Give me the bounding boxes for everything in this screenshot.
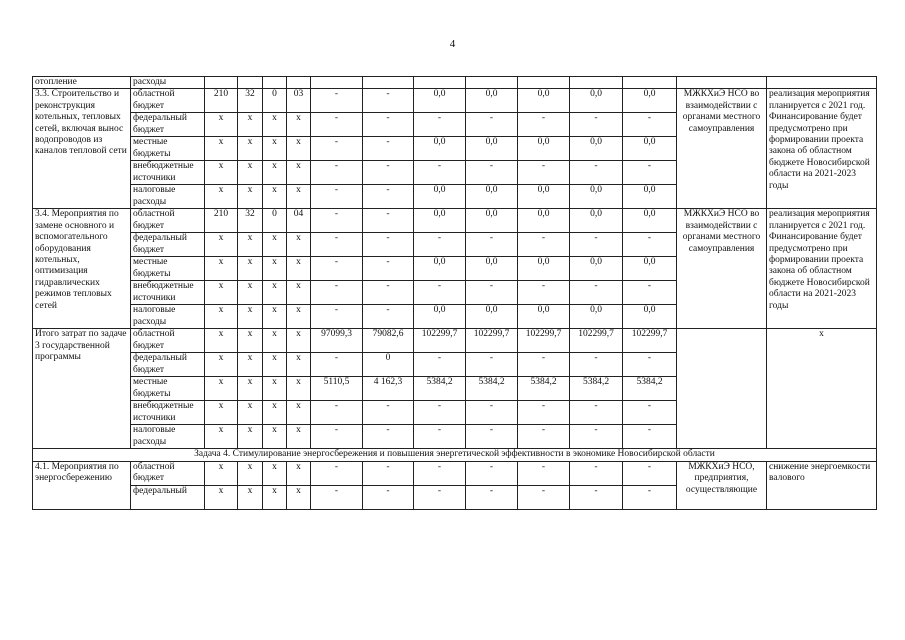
value-cell: x xyxy=(205,113,238,137)
value-cell xyxy=(623,77,677,89)
value-cell: 0,0 xyxy=(414,185,466,209)
value-cell: - xyxy=(414,233,466,257)
value-cell: - xyxy=(518,281,570,305)
value-cell: - xyxy=(311,281,363,305)
value-cell xyxy=(677,77,767,89)
value-cell: x xyxy=(205,377,238,401)
value-cell: x xyxy=(238,305,263,329)
value-cell: x xyxy=(263,305,287,329)
task-header-cell: Задача 4. Стимулирование энергосбережения и повышения энергетической эффективности в экономике Новосибирской области xyxy=(33,449,877,461)
value-cell: 0,0 xyxy=(466,137,518,161)
value-cell: - xyxy=(363,161,414,185)
value-cell: - xyxy=(518,353,570,377)
value-cell: - xyxy=(623,281,677,305)
value-cell: - xyxy=(623,233,677,257)
value-cell: - xyxy=(623,401,677,425)
value-cell: 0,0 xyxy=(414,305,466,329)
value-cell: - xyxy=(363,185,414,209)
funding-source-cell: внебюджетные источники xyxy=(131,161,205,185)
value-cell: x xyxy=(205,485,238,509)
value-cell: - xyxy=(570,353,623,377)
value-cell: x xyxy=(205,137,238,161)
value-cell: x xyxy=(287,185,311,209)
value-cell: - xyxy=(570,485,623,509)
executor-cell xyxy=(767,77,877,89)
value-cell: x xyxy=(205,425,238,449)
value-cell: 102299,7 xyxy=(466,329,518,353)
value-cell: 0,0 xyxy=(518,137,570,161)
value-cell: - xyxy=(518,425,570,449)
value-cell: x xyxy=(287,329,311,353)
funding-source-cell: внебюджетные источники xyxy=(131,401,205,425)
value-cell: x xyxy=(263,401,287,425)
value-cell: - xyxy=(414,113,466,137)
value-cell: 0,0 xyxy=(623,209,677,233)
value-cell: x xyxy=(263,485,287,509)
value-cell: - xyxy=(363,89,414,113)
value-cell: - xyxy=(466,401,518,425)
value-cell: x xyxy=(238,485,263,509)
measure-name-cell: 4.1. Мероприятия по энергосбережению xyxy=(33,461,131,509)
table-body xyxy=(33,77,877,510)
value-cell: - xyxy=(311,161,363,185)
value-cell: x xyxy=(287,161,311,185)
value-cell: - xyxy=(311,137,363,161)
value-cell: - xyxy=(363,281,414,305)
value-cell: 102299,7 xyxy=(518,329,570,353)
value-cell: 0,0 xyxy=(570,185,623,209)
funding-source-cell: внебюджетные источники xyxy=(131,281,205,305)
value-cell: x xyxy=(263,377,287,401)
value-cell: - xyxy=(363,113,414,137)
result-cell: снижение энергоемкости валового xyxy=(767,461,877,509)
value-cell: 0,0 xyxy=(570,305,623,329)
value-cell: - xyxy=(414,461,466,485)
value-cell: - xyxy=(363,425,414,449)
value-cell: 03 xyxy=(287,89,311,113)
value-cell: - xyxy=(518,401,570,425)
value-cell: x xyxy=(287,485,311,509)
value-cell: x xyxy=(205,233,238,257)
measure-name-cell: 3.4. Мероприятия по замене основного и вспомогательного оборудования котельных, оптимизация гидравлических режимов тепловых сетей xyxy=(33,209,131,329)
value-cell: 0,0 xyxy=(570,209,623,233)
value-cell: x xyxy=(205,161,238,185)
executor-cell xyxy=(677,329,767,449)
value-cell: - xyxy=(363,209,414,233)
value-cell: x xyxy=(287,401,311,425)
value-cell: 5384,2 xyxy=(570,377,623,401)
value-cell: - xyxy=(518,161,570,185)
value-cell: x xyxy=(205,329,238,353)
value-cell: 210 xyxy=(205,89,238,113)
value-cell: 0,0 xyxy=(570,257,623,281)
result-cell: реализация мероприятия планируется с 2021 год. Финансирование будет предусмотрено при формировании проекта закона об областном бюджете Новосибирской области на 2021-2023 годы xyxy=(767,209,877,329)
value-cell: 0 xyxy=(263,89,287,113)
value-cell: x xyxy=(263,185,287,209)
value-cell: 5384,2 xyxy=(623,377,677,401)
value-cell: 97099,3 xyxy=(311,329,363,353)
measure-name-cell: отопление xyxy=(33,77,131,89)
value-cell xyxy=(570,77,623,89)
table-row xyxy=(33,329,877,353)
value-cell: - xyxy=(623,485,677,509)
value-cell: x xyxy=(263,461,287,485)
value-cell: x xyxy=(238,185,263,209)
value-cell: - xyxy=(466,161,518,185)
budget-table xyxy=(32,76,877,510)
value-cell: - xyxy=(466,461,518,485)
value-cell: 5110,5 xyxy=(311,377,363,401)
value-cell: - xyxy=(570,161,623,185)
value-cell: x xyxy=(238,401,263,425)
value-cell xyxy=(311,77,363,89)
value-cell: - xyxy=(363,233,414,257)
value-cell: - xyxy=(570,281,623,305)
value-cell: 102299,7 xyxy=(623,329,677,353)
value-cell xyxy=(263,77,287,89)
table-row xyxy=(33,209,877,233)
value-cell: 0 xyxy=(263,209,287,233)
value-cell: 0,0 xyxy=(518,89,570,113)
value-cell: - xyxy=(623,461,677,485)
funding-source-cell: местные бюджеты xyxy=(131,257,205,281)
measure-name-cell: Итого затрат по задаче 3 государственной программы xyxy=(33,329,131,449)
funding-source-cell: федеральный бюджет xyxy=(131,113,205,137)
result-cell: реализация мероприятия планируется с 2021 год. Финансирование будет предусмотрено при формировании проекта закона об областном бюджете Новосибирской области на 2021-2023 годы xyxy=(767,89,877,209)
funding-source-cell: федеральный бюджет xyxy=(131,233,205,257)
table-row xyxy=(33,449,877,461)
value-cell: 0,0 xyxy=(414,209,466,233)
value-cell: - xyxy=(311,89,363,113)
value-cell: x xyxy=(238,425,263,449)
value-cell: - xyxy=(466,113,518,137)
value-cell: x xyxy=(263,161,287,185)
funding-source-cell: местные бюджеты xyxy=(131,377,205,401)
value-cell xyxy=(363,77,414,89)
value-cell: - xyxy=(570,233,623,257)
value-cell: 0 xyxy=(363,353,414,377)
funding-source-cell: налоговые расходы xyxy=(131,425,205,449)
value-cell: 0,0 xyxy=(414,137,466,161)
value-cell: - xyxy=(414,353,466,377)
value-cell: 5384,2 xyxy=(466,377,518,401)
value-cell: x xyxy=(263,113,287,137)
value-cell: x xyxy=(287,137,311,161)
value-cell: x xyxy=(263,257,287,281)
value-cell: x xyxy=(238,377,263,401)
value-cell: 0,0 xyxy=(623,185,677,209)
value-cell: 0,0 xyxy=(466,89,518,113)
value-cell: - xyxy=(311,461,363,485)
value-cell: - xyxy=(363,305,414,329)
value-cell: - xyxy=(363,461,414,485)
value-cell: - xyxy=(623,161,677,185)
value-cell: x xyxy=(263,137,287,161)
value-cell: x xyxy=(205,185,238,209)
value-cell: - xyxy=(311,485,363,509)
value-cell: x xyxy=(238,233,263,257)
value-cell: - xyxy=(363,137,414,161)
value-cell: - xyxy=(518,485,570,509)
value-cell: - xyxy=(414,281,466,305)
value-cell: 0,0 xyxy=(466,209,518,233)
value-cell: x xyxy=(287,377,311,401)
value-cell: - xyxy=(466,281,518,305)
value-cell: x xyxy=(238,353,263,377)
value-cell: - xyxy=(570,461,623,485)
page-number: 4 xyxy=(449,38,456,50)
funding-source-cell: областной бюджет xyxy=(131,209,205,233)
value-cell: x xyxy=(263,281,287,305)
value-cell: x xyxy=(287,305,311,329)
value-cell: 5384,2 xyxy=(518,377,570,401)
funding-source-cell: областной бюджет xyxy=(131,329,205,353)
value-cell: x xyxy=(238,461,263,485)
value-cell: - xyxy=(518,461,570,485)
value-cell: - xyxy=(570,113,623,137)
value-cell: x xyxy=(238,281,263,305)
value-cell: x xyxy=(238,329,263,353)
value-cell: - xyxy=(623,113,677,137)
value-cell: 79082,6 xyxy=(363,329,414,353)
value-cell: 0,0 xyxy=(623,305,677,329)
value-cell: x xyxy=(263,233,287,257)
value-cell: x xyxy=(287,233,311,257)
funding-source-cell: федеральный бюджет xyxy=(131,353,205,377)
value-cell: - xyxy=(518,113,570,137)
value-cell: - xyxy=(311,113,363,137)
value-cell: x xyxy=(238,113,263,137)
value-cell: - xyxy=(623,353,677,377)
value-cell xyxy=(414,77,466,89)
value-cell: x xyxy=(287,257,311,281)
funding-source-cell: местные бюджеты xyxy=(131,137,205,161)
result-cell: x xyxy=(767,329,877,449)
executor-cell: МЖКХиЭ НСО во взаимодействии с органами местного самоуправления xyxy=(677,89,767,209)
value-cell xyxy=(205,77,238,89)
value-cell xyxy=(238,77,263,89)
funding-source-cell: федеральный xyxy=(131,485,205,509)
value-cell: 0,0 xyxy=(518,257,570,281)
value-cell: - xyxy=(466,233,518,257)
value-cell: - xyxy=(570,401,623,425)
value-cell xyxy=(466,77,518,89)
value-cell: - xyxy=(311,353,363,377)
value-cell: x xyxy=(205,257,238,281)
value-cell: x xyxy=(238,137,263,161)
value-cell: x xyxy=(263,425,287,449)
value-cell: 0,0 xyxy=(518,305,570,329)
value-cell: x xyxy=(263,329,287,353)
value-cell: x xyxy=(205,281,238,305)
value-cell: - xyxy=(311,425,363,449)
value-cell: - xyxy=(466,425,518,449)
funding-source-cell: областной бюджет xyxy=(131,89,205,113)
value-cell: 0,0 xyxy=(570,137,623,161)
funding-source-cell: налоговые расходы xyxy=(131,185,205,209)
value-cell xyxy=(518,77,570,89)
value-cell: x xyxy=(287,461,311,485)
value-cell: 0,0 xyxy=(623,137,677,161)
funding-source-cell: областной бюджет xyxy=(131,461,205,485)
value-cell: 0,0 xyxy=(623,89,677,113)
value-cell: - xyxy=(466,485,518,509)
value-cell: 0,0 xyxy=(518,185,570,209)
table-row xyxy=(33,89,877,113)
value-cell: 0,0 xyxy=(466,305,518,329)
value-cell: - xyxy=(414,161,466,185)
value-cell: 0,0 xyxy=(466,185,518,209)
value-cell: 04 xyxy=(287,209,311,233)
value-cell: - xyxy=(363,257,414,281)
measure-name-cell: 3.3. Строительство и реконструкция котельных, тепловых сетей, включая вынос водопроводов из каналов тепловой сети xyxy=(33,89,131,209)
value-cell: 0,0 xyxy=(518,209,570,233)
value-cell: - xyxy=(311,209,363,233)
value-cell: 32 xyxy=(238,209,263,233)
value-cell: - xyxy=(311,185,363,209)
value-cell: - xyxy=(311,257,363,281)
value-cell: - xyxy=(311,401,363,425)
value-cell: x xyxy=(205,353,238,377)
table-row xyxy=(33,77,877,89)
value-cell: 0,0 xyxy=(414,257,466,281)
value-cell: - xyxy=(623,425,677,449)
value-cell: x xyxy=(238,161,263,185)
value-cell: - xyxy=(414,425,466,449)
value-cell: x xyxy=(263,353,287,377)
value-cell: 0,0 xyxy=(570,89,623,113)
value-cell: 32 xyxy=(238,89,263,113)
value-cell: - xyxy=(311,305,363,329)
value-cell: 0,0 xyxy=(414,89,466,113)
value-cell: x xyxy=(287,425,311,449)
value-cell xyxy=(287,77,311,89)
value-cell: x xyxy=(238,257,263,281)
executor-cell: МЖКХиЭ НСО во взаимодействии с органами местного самоуправления xyxy=(677,209,767,329)
value-cell: x xyxy=(287,281,311,305)
value-cell: - xyxy=(570,425,623,449)
value-cell: x xyxy=(205,401,238,425)
value-cell: - xyxy=(363,485,414,509)
value-cell: x xyxy=(205,305,238,329)
executor-cell: МЖКХиЭ НСО, предприятия, осуществляющие xyxy=(677,461,767,509)
value-cell: 102299,7 xyxy=(414,329,466,353)
value-cell: - xyxy=(311,233,363,257)
value-cell: - xyxy=(414,485,466,509)
value-cell: 102299,7 xyxy=(570,329,623,353)
value-cell: 0,0 xyxy=(623,257,677,281)
value-cell: - xyxy=(466,353,518,377)
value-cell: 210 xyxy=(205,209,238,233)
funding-source-cell: расходы xyxy=(131,77,205,89)
value-cell: - xyxy=(414,401,466,425)
value-cell: 4 162,3 xyxy=(363,377,414,401)
value-cell: 5384,2 xyxy=(414,377,466,401)
value-cell: x xyxy=(287,113,311,137)
value-cell: - xyxy=(518,233,570,257)
value-cell: x xyxy=(205,461,238,485)
funding-source-cell: налоговые расходы xyxy=(131,305,205,329)
value-cell: x xyxy=(287,353,311,377)
value-cell: - xyxy=(363,401,414,425)
value-cell: 0,0 xyxy=(466,257,518,281)
table-row xyxy=(33,461,877,485)
